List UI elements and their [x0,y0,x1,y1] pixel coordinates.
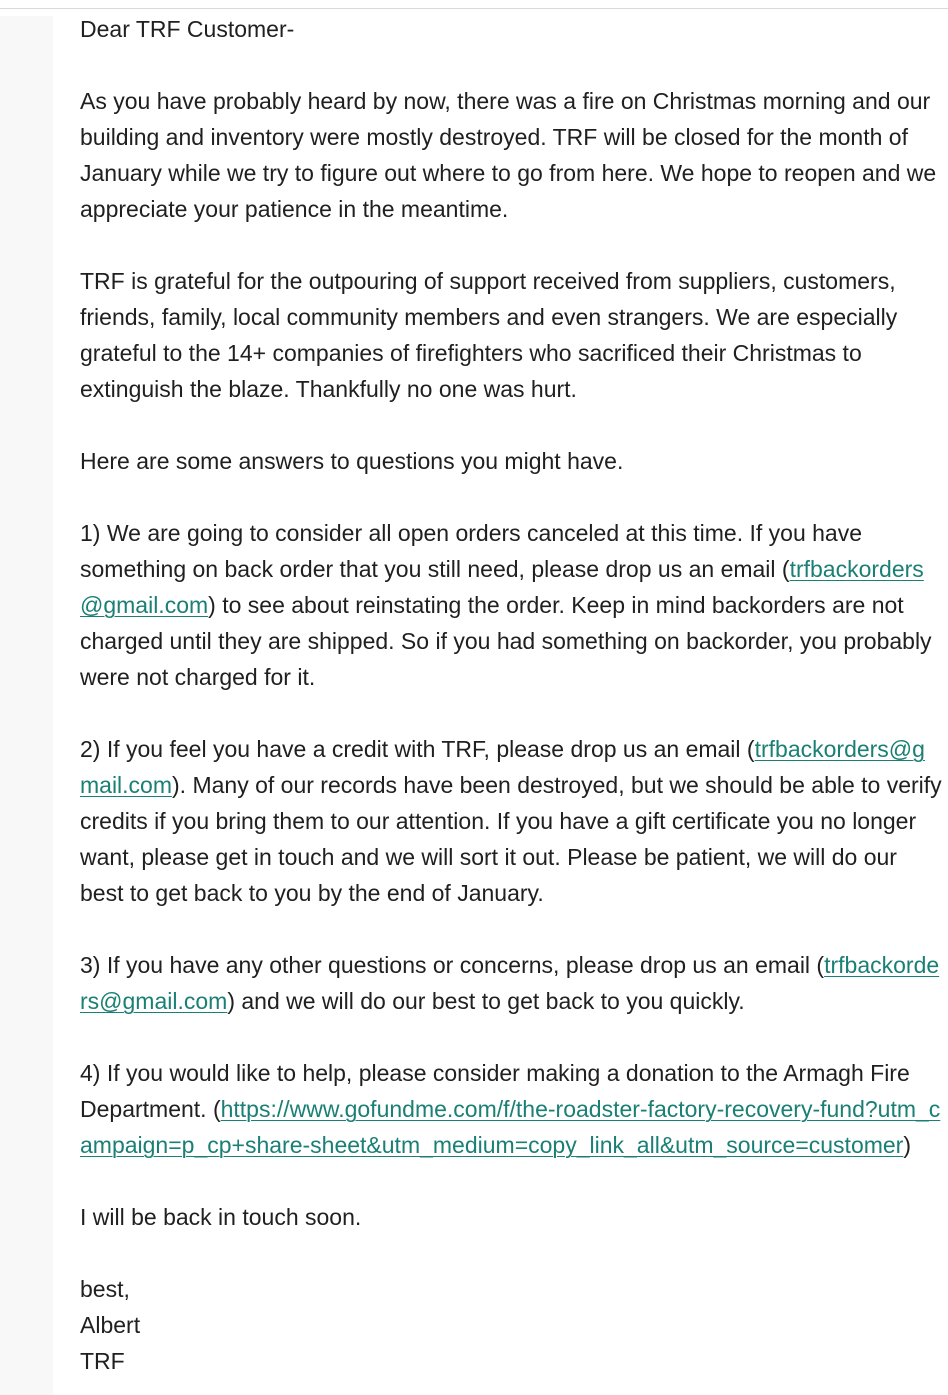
faq-item-4-text-after: ) [903,1132,912,1158]
backorders-email-link-3[interactable]: trfbackorders@gmail.com [80,952,940,1014]
faq-item-2 [80,731,942,911]
faq-item-4 [80,1055,942,1163]
faq-item-1-text-after: ) to see about reinstating the order. Keep in mind backorders are not charged until they are shipped. So if you had something on backorder, you probably were not charged for it. [80,592,932,690]
signature-org: TRF [80,1348,125,1374]
sign-off: best, [80,1276,130,1302]
signature-name: Albert [80,1312,141,1338]
greeting: Dear TRF Customer- [80,16,295,42]
faq-item-2-text-after: ). Many of our records have been destroyed, but we should be able to verify credits if you bring them to our attention. If you have a gift certificate you no longer want, please get in touch and we will sort it out. Please be patient, we will do our best to get back to you by the end of January. [80,772,942,906]
faq-item-3 [80,947,942,1019]
gofundme-donation-link[interactable]: https://www.gofundme.com/f/the-roadster-factory-recovery-fund?utm_campaign=p_cp+share-sheet&utm_medium=copy_link_all&utm_source=customer [80,1096,941,1158]
paragraph-gratitude: TRF is grateful for the outpouring of support received from suppliers, customers, friends, family, local community members and even strangers. We are especially grateful to the 14+ companies of firefighters who sacrificed their Christmas to extinguish the blaze. Thankfully no one was hurt. [80,268,898,402]
faq-item-3-text-after: ) and we will do our best to get back to you quickly. [227,988,745,1014]
top-divider [0,8,948,9]
faq-item-3-text-before: 3) If you have any other questions or concerns, please drop us an email ( [80,952,825,978]
paragraph-fire-announcement: As you have probably heard by now, there was a fire on Christmas morning and our building and inventory were mostly destroyed. TRF will be closed for the month of January while we try to figure out where to go from here. We hope to reopen and we appreciate your patience in the meantime. [80,88,937,222]
backorders-email-link-2[interactable]: trfbackorders@gmail.com [80,736,925,798]
faq-item-2-text-before: 2) If you feel you have a credit with TRF, please drop us an email ( [80,736,755,762]
closing-line: I will be back in touch soon. [80,1204,362,1230]
left-gutter [0,16,53,1395]
faq-item-1-text-before: 1) We are going to consider all open orders canceled at this time. If you have something on back order that you still need, please drop us an email ( [80,520,863,582]
backorders-email-link-1[interactable]: trfbackorders@gmail.com [80,556,924,618]
email-body [80,11,942,1379]
faq-item-1 [80,515,942,695]
paragraph-faq-intro: Here are some answers to questions you might have. [80,448,624,474]
faq-item-4-text-before: 4) If you would like to help, please consider making a donation to the Armagh Fire Department. ( [80,1060,910,1122]
